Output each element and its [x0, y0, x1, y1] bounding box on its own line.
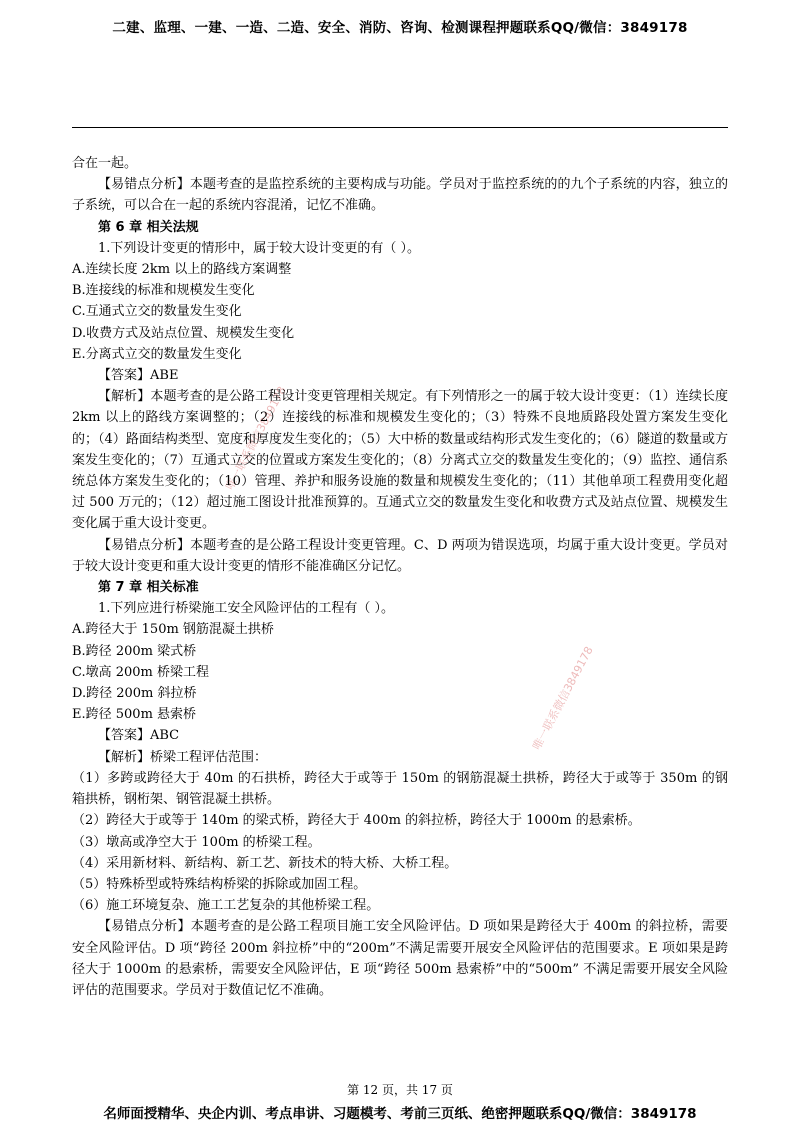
question-text: 1.下列应进行桥梁施工安全风险评估的工程有（ ）。: [98, 601, 395, 617]
option-b: B.连接线的标准和规模发生变化: [72, 283, 255, 299]
watermark: 唯一联系微信3849178: [530, 644, 596, 753]
scope-item: （3）墩高或净空大于 100m 的桥梁工程。: [72, 834, 321, 850]
option-b: B.跨径 200m 梁式桥: [72, 643, 197, 659]
option-e: E.分离式立交的数量发生变化: [72, 346, 242, 362]
scope-item: （5）特殊桥型或特殊结构桥梁的拆除或加固工程。: [72, 876, 367, 892]
option-c: C.墩高 200m 桥梁工程: [72, 664, 210, 680]
page-header: 二建、监理、一建、一造、二造、安全、消防、咨询、检测课程押题联系QQ/微信：3849178: [112, 20, 688, 36]
option-d: D.跨径 200m 斜拉桥: [72, 686, 197, 702]
error-analysis-paragraph: 【易错点分析】本题考查的是公路工程项目施工安全风险评估。D 项如果是跨径大于 400m 的斜拉桥，需要安全风险评估。D 项“跨径 200m 斜拉桥”中的“200m”不满足需要开展安全风险评估的范围要求。E 项如果是跨径大于 1000m 的悬索桥，需要安全风险评估，E 项“跨径 500m 悬索桥”中的“500m” 不满足需要开展安全风险评估的范围要求。学员对于数值记忆不准确。: [72, 919, 728, 998]
document-body: [72, 153, 728, 1001]
chapter-heading: 第 6 章 相关法规: [98, 219, 199, 235]
scope-item: （4）采用新材料、新结构、新工艺、新技术的特大桥、大桥工程。: [72, 855, 458, 871]
option-c: C.互通式立交的数量发生变化: [72, 304, 242, 320]
scope-item: （2）跨径大于或等于 140m 的梁式桥，跨径大于 400m 的斜拉桥，跨径大于 1000m 的悬索桥。: [72, 813, 641, 829]
question-text: 1.下列设计变更的情形中，属于较大设计变更的有（ ）。: [98, 240, 421, 256]
explanation-heading: 【解析】桥梁工程评估范围：: [98, 749, 268, 765]
answer-line: 【答案】ABE: [98, 368, 179, 384]
error-analysis-paragraph: 【易错点分析】本题考查的是监控系统的主要构成与功能。学员对于监控系统的的九个子系统的内容，独立的子系统，可以合在一起的系统内容混淆，记忆不准确。: [72, 177, 728, 214]
option-d: D.收费方式及站点位置、规模发生变化: [72, 325, 295, 341]
scope-item: （6）施工环境复杂、施工工艺复杂的其他桥梁工程。: [72, 898, 380, 914]
paragraph: 合在一起。: [72, 156, 138, 171]
option-e: E.跨径 500m 悬索桥: [72, 707, 197, 723]
option-a: A.连续长度 2km 以上的路线方案调整: [72, 262, 292, 278]
chapter-heading: 第 7 章 相关标准: [98, 580, 199, 596]
error-analysis-paragraph: 【易错点分析】本题考查的是公路工程设计变更管理。C、D 两项为错误选项，均属于重大设计变更。学员对于较大设计变更和重大设计变更的情形不能准确区分记忆。: [72, 537, 728, 574]
page-footer: 名师面授精华、央企内训、考点串讲、习题模考、考前三页纸、绝密押题联系QQ/微信：3849178: [103, 1106, 697, 1122]
page-number: 第 12 页，共 17 页: [347, 1083, 453, 1097]
header-rule: [72, 127, 728, 128]
watermark: 唯一联系微信3849178: [223, 384, 289, 493]
scope-item: （1）多跨或跨径大于 40m 的石拱桥，跨径大于或等于 150m 的钢筋混凝土拱桥，跨径大于或等于 350m 的钢箱拱桥，钢桁架、钢管混凝土拱桥。: [72, 770, 728, 808]
explanation-paragraph: 【解析】本题考查的是公路工程设计变更管理相关规定。有下列情形之一的属于较大设计变更：（1）连续长度 2km 以上的路线方案调整的；（2）连接线的标准和规模发生变化的；（3）特殊不良地质路段处置方案发生变化的；（4）路面结构类型、宽度和厚度发生变化的；（5）大中桥的数量或结构形式发生变化的；（6）隧道的数量或方案发生变化的；（7）互通式立交的位置或方案发生变化的；（8）分离式立交的数量发生变化的；（9）监控、通信系统总体方案发生变化的；（10）管理、养护和服务设施的数量和规模发生变化的；（11）其他单项工程费用变化超过 500 万元的；（12）超过施工图设计批准预算的。互通式立交的数量发生变化和收费方式及站点位置、规模发生变化属于重大设计变更。: [72, 389, 728, 532]
option-a: A.跨径大于 150m 钢筋混凝土拱桥: [72, 622, 274, 638]
answer-line: 【答案】ABC: [98, 728, 180, 744]
